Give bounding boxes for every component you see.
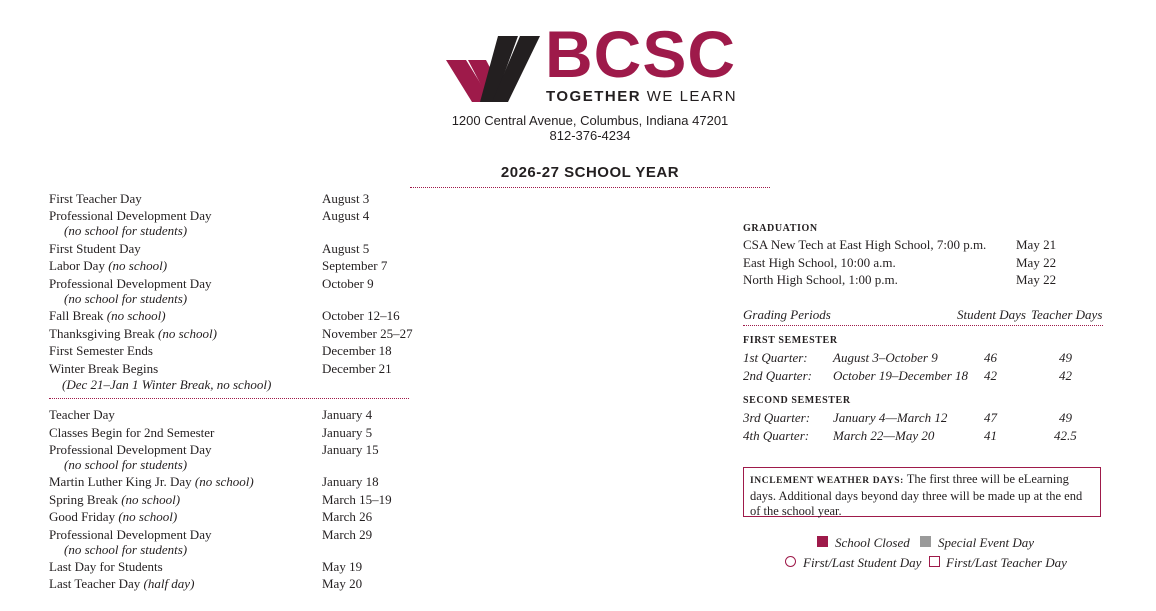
event-date: May 20 bbox=[322, 576, 363, 591]
event-date: March 29 bbox=[322, 527, 373, 542]
quarter-name: 2nd Quarter: bbox=[743, 368, 812, 383]
event-date: August 4 bbox=[322, 208, 370, 223]
list-item bbox=[49, 258, 388, 273]
phone: 812-376-4234 bbox=[549, 128, 631, 143]
list-item bbox=[49, 509, 373, 524]
event-qualifier: (no school) bbox=[108, 258, 168, 273]
legend-first-last-teacher: First/Last Teacher Day bbox=[946, 555, 1067, 570]
event-name: First Student Day bbox=[49, 241, 141, 256]
quarter-student-days: 47 bbox=[984, 410, 997, 425]
event-name: Professional Development Day bbox=[49, 527, 212, 542]
school-year-title: 2026-27 SCHOOL YEAR bbox=[500, 164, 680, 181]
event-date: January 4 bbox=[322, 407, 373, 422]
quarter-student-days: 41 bbox=[984, 428, 997, 443]
quarter-student-days: 42 bbox=[984, 368, 997, 383]
legend-first-last-student: First/Last Student Day bbox=[803, 555, 922, 570]
quarter-range: January 4—March 12 bbox=[833, 410, 948, 425]
event-qualifier: (no school) bbox=[106, 308, 166, 323]
event-name: Last Day for Students bbox=[49, 559, 163, 574]
grading-divider bbox=[743, 325, 1103, 326]
graduation-event: North High School, 1:00 p.m. bbox=[743, 272, 898, 287]
legend-school-closed: School Closed bbox=[835, 535, 910, 550]
graduation-item bbox=[743, 272, 1057, 288]
event-note: (no school for students) bbox=[64, 542, 188, 557]
event-date: January 18 bbox=[322, 474, 379, 489]
graduation-date: May 22 bbox=[1016, 272, 1057, 287]
event-date: September 7 bbox=[322, 258, 388, 273]
first-last-teacher-square-icon bbox=[929, 556, 940, 567]
tagline-bold: TOGETHER bbox=[546, 88, 642, 105]
second-semester-heading: SECOND SEMESTER bbox=[743, 395, 851, 406]
weather-heading: INCLEMENT WEATHER DAYS: bbox=[750, 476, 904, 486]
event-name: Professional Development Day bbox=[49, 208, 212, 223]
event-date: March 15–19 bbox=[322, 492, 392, 507]
list-item bbox=[49, 208, 370, 223]
list-item bbox=[49, 343, 392, 358]
graduation-date: May 21 bbox=[1016, 237, 1057, 252]
list-item bbox=[49, 474, 379, 489]
event-date: January 5 bbox=[322, 425, 373, 440]
event-date: March 26 bbox=[322, 509, 373, 524]
quarter-teacher-days: 49 bbox=[1059, 410, 1072, 425]
graduation-heading: GRADUATION bbox=[743, 223, 818, 234]
list-item bbox=[49, 241, 370, 256]
event-qualifier: (no school) bbox=[118, 509, 178, 524]
list-item bbox=[49, 492, 392, 507]
event-name: First Semester Ends bbox=[49, 343, 153, 358]
event-name: Classes Begin for 2nd Semester bbox=[49, 425, 215, 440]
quarter-student-days: 46 bbox=[984, 350, 997, 365]
list-item bbox=[49, 361, 392, 376]
event-date: August 5 bbox=[322, 241, 370, 256]
brand-name: BCSC bbox=[545, 17, 737, 91]
event-qualifier: (no school) bbox=[158, 326, 217, 341]
title-divider bbox=[410, 187, 770, 188]
event-qualifier: (no school) bbox=[121, 492, 181, 507]
quarter-teacher-days: 42 bbox=[1059, 368, 1072, 383]
list-item bbox=[49, 276, 374, 291]
event-name: Winter Break Begins bbox=[49, 361, 159, 376]
event-qualifier: (no school) bbox=[194, 474, 254, 489]
list-item bbox=[49, 425, 373, 440]
list-item bbox=[49, 407, 373, 422]
event-name: Last Teacher Day bbox=[49, 576, 141, 591]
list-item bbox=[49, 191, 370, 206]
graduation-item bbox=[743, 255, 1057, 271]
quarter-teacher-days: 49 bbox=[1059, 350, 1072, 365]
list-item bbox=[49, 326, 413, 341]
event-name: Thanksgiving Break bbox=[49, 326, 155, 341]
list-item bbox=[49, 576, 363, 591]
event-note: (no school for students) bbox=[64, 457, 188, 472]
quarter-name: 3rd Quarter: bbox=[743, 410, 811, 425]
event-note: (no school for students) bbox=[64, 291, 188, 306]
quarter-range: October 19–December 18 bbox=[833, 368, 969, 383]
event-date: December 18 bbox=[322, 343, 392, 358]
quarter-range: March 22—May 20 bbox=[833, 428, 935, 443]
semester-divider bbox=[49, 398, 409, 399]
teacher-days-header: Teacher Days bbox=[1031, 307, 1103, 322]
event-note: (no school for students) bbox=[64, 223, 188, 238]
address: 1200 Central Avenue, Columbus, Indiana 47201 bbox=[451, 113, 729, 128]
tagline-rest: WE LEARN bbox=[641, 88, 738, 105]
special-event-swatch bbox=[920, 536, 931, 547]
first-last-student-circle-icon bbox=[785, 556, 796, 567]
list-item bbox=[49, 308, 400, 323]
school-closed-swatch bbox=[817, 536, 828, 547]
event-name: Martin Luther King Jr. Day bbox=[49, 474, 192, 489]
event-date: January 15 bbox=[322, 442, 379, 457]
event-date: October 9 bbox=[322, 276, 374, 291]
event-name: Professional Development Day bbox=[49, 442, 212, 457]
inclement-weather-box bbox=[743, 467, 1101, 517]
event-name: Fall Break bbox=[49, 308, 104, 323]
event-name: Good Friday bbox=[49, 509, 116, 524]
event-name: Spring Break bbox=[49, 492, 118, 507]
event-name: Professional Development Day bbox=[49, 276, 212, 291]
weather-text: The first three will be eLearning days. Additional days beyond day three will be made up at the end of the school year. bbox=[750, 472, 1083, 518]
list-item bbox=[49, 442, 379, 457]
event-name: Teacher Day bbox=[49, 407, 115, 422]
event-name: Labor Day bbox=[49, 258, 105, 273]
student-days-header: Student Days bbox=[957, 307, 1026, 322]
event-note: (Dec 21–Jan 1 Winter Break, no school) bbox=[62, 377, 272, 392]
legend-special-event: Special Event Day bbox=[938, 535, 1035, 550]
grading-title: Grading Periods bbox=[743, 307, 831, 322]
graduation-date: May 22 bbox=[1016, 255, 1057, 270]
event-date: August 3 bbox=[322, 191, 370, 206]
list-item bbox=[49, 527, 373, 542]
first-semester-heading: FIRST SEMESTER bbox=[743, 335, 838, 346]
quarter-teacher-days: 42.5 bbox=[1054, 428, 1077, 443]
event-date: December 21 bbox=[322, 361, 392, 376]
graduation-item bbox=[743, 237, 1057, 253]
quarter-name: 4th Quarter: bbox=[743, 428, 810, 443]
graduation-event: CSA New Tech at East High School, 7:00 p.m. bbox=[743, 237, 987, 252]
tagline bbox=[546, 88, 737, 105]
quarter-name: 1st Quarter: bbox=[743, 350, 808, 365]
event-date: November 25–27 bbox=[322, 326, 413, 341]
graduation-event: East High School, 10:00 a.m. bbox=[743, 255, 896, 270]
list-item bbox=[49, 559, 363, 574]
event-name: First Teacher Day bbox=[49, 191, 142, 206]
quarter-range: August 3–October 9 bbox=[833, 350, 938, 365]
event-qualifier: (half day) bbox=[143, 576, 195, 591]
event-date: October 12–16 bbox=[322, 308, 400, 323]
event-date: May 19 bbox=[322, 559, 363, 574]
